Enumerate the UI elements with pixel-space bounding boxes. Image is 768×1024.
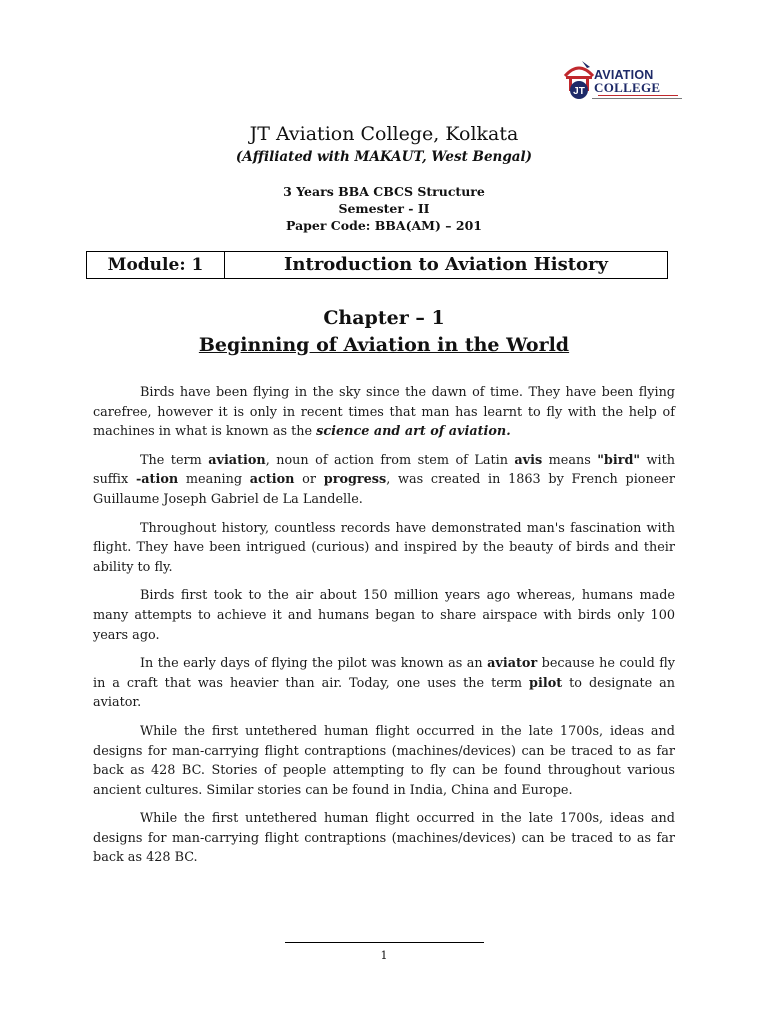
program-line: 3 Years BBA CBCS Structure <box>283 184 485 199</box>
body-text <box>93 383 675 877</box>
chapter-title: Beginning of Aviation in the World <box>198 334 570 356</box>
logo-line-2: COLLEGE <box>594 80 661 95</box>
logo-line-1: AVIATION <box>594 68 654 82</box>
paragraph-2: The term aviation, noun of action from stem of Latin avis means "bird" with suffix -ation meaning action or progress, was created in 1863 by French pioneer Guillaume Joseph Gabriel de La Landelle. <box>93 452 675 507</box>
module-title: Introduction to Aviation History <box>284 254 608 275</box>
logo-initials: JT <box>573 86 585 97</box>
paragraph-6: While the first untethered human flight occurred in the late 1700s, ideas and designs for man-carrying flight contraptions (machines/devices) can be traced to as far back as 428 BC. Stories of people attempting to fly can be found throughout various ancient cultures. Similar stories can be found in India, China and Europe. <box>93 723 675 798</box>
college-logo <box>562 58 682 104</box>
logo-emblem-icon <box>562 58 596 102</box>
chapter-number: Chapter – 1 <box>323 307 445 329</box>
semester-line: Semester - II <box>338 201 430 216</box>
affiliation: (Affiliated with MAKAUT, West Bengal) <box>235 149 533 165</box>
paragraph-1: Birds have been flying in the sky since the dawn of time. They have been flying carefree, however it is only in recent times that man has learnt to fly with the help of machines in what is known as the science and art of aviation. <box>93 385 675 440</box>
college-name: JT Aviation College, Kolkata <box>249 123 519 145</box>
paragraph-4: Birds first took to the air about 150 million years ago whereas, humans made many attempts to achieve it and humans began to share airspace with birds only 100 years ago. <box>93 588 675 643</box>
course-meta <box>0 183 768 234</box>
page-number: 1 <box>380 949 388 962</box>
module-label: Module: 1 <box>87 252 225 278</box>
footer-divider <box>285 942 484 943</box>
module-header-table <box>86 251 668 279</box>
paragraph-3: Throughout history, countless records have demonstrated man's fascination with flight. They have been intrigued (curious) and inspired by the beauty of birds and their ability to fly. <box>93 520 675 575</box>
logo-trust-rule <box>592 98 682 99</box>
paragraph-5: In the early days of flying the pilot was known as an aviator because he could fly in a craft that was heavier than air. Today, one uses the term pilot to designate an aviator. <box>93 656 676 711</box>
paragraph-7: While the first untethered human flight occurred in the late 1700s, ideas and designs for man-carrying flight contraptions (machines/devices) can be traced to as far back as 428 BC. <box>93 811 675 866</box>
paper-code-line: Paper Code: BBA(AM) – 201 <box>286 218 482 233</box>
logo-tagline-rule <box>598 95 678 96</box>
